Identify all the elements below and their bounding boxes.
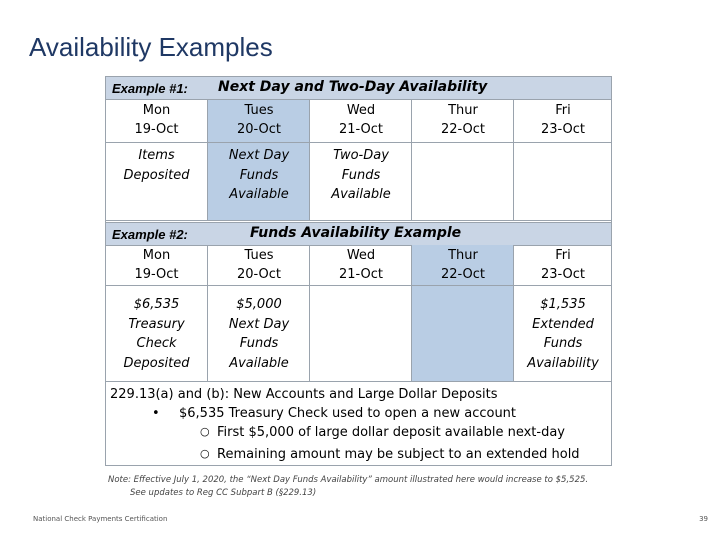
day-column-wed	[309, 100, 412, 220]
cell-text: Available	[331, 187, 391, 202]
cell-text: Funds	[239, 167, 279, 183]
day-label: Tues	[244, 248, 274, 263]
cell-text: Next Day	[228, 148, 290, 163]
example1-table	[106, 100, 611, 220]
cell-text: $1,535	[540, 297, 586, 312]
example1-label: Example #1:	[112, 81, 188, 96]
rule-sub1: First $5,000 of large dollar deposit available next-day	[217, 425, 566, 440]
cell-text: $6,535	[133, 297, 180, 312]
day-label: Fri	[555, 103, 571, 118]
date-label: 21-Oct	[338, 122, 384, 137]
date-label: 22-Oct	[440, 267, 486, 282]
day-column-thur	[411, 100, 514, 220]
day-column-tues	[207, 100, 310, 220]
day-column-fri	[513, 245, 612, 381]
footnote	[108, 474, 588, 500]
examples-panel	[105, 76, 612, 466]
day-label: Tues	[244, 103, 274, 118]
cell-text: Deposited	[123, 355, 190, 371]
day-column-wed	[309, 245, 412, 381]
day-label: Mon	[142, 103, 171, 118]
date-label: 23-Oct	[540, 122, 586, 137]
page-number: 39	[699, 515, 708, 523]
cell-text: Next Day	[228, 316, 290, 332]
day-column-thur	[411, 245, 514, 381]
cell-text: Funds	[341, 167, 381, 183]
date-label: 22-Oct	[440, 122, 486, 137]
footnote-line2: See updates to Reg CC Subpart B (§229.13)	[130, 488, 317, 498]
example2-table	[106, 245, 611, 381]
cell-text: Two-Day	[333, 148, 389, 163]
footer-text: National Check Payments Certification	[33, 515, 168, 523]
date-label: 21-Oct	[338, 267, 384, 282]
cell-text: $5,000	[236, 297, 282, 312]
rule-sub2: Remaining amount may be subject to an extended hold	[217, 447, 580, 462]
date-label: 19-Oct	[134, 122, 179, 137]
day-label: Thur	[448, 248, 478, 263]
day-label: Wed	[346, 103, 376, 118]
circle-bullet-icon: ○	[200, 425, 210, 438]
cell-text: Extended	[532, 316, 594, 332]
cell-text: Available	[229, 187, 289, 202]
day-column-mon	[106, 245, 207, 381]
date-label: 20-Oct	[236, 267, 282, 282]
date-label: 23-Oct	[540, 267, 586, 282]
cell-text: Items	[138, 148, 175, 163]
day-label: Fri	[555, 248, 571, 263]
day-label: Wed	[346, 248, 376, 263]
day-label: Mon	[142, 248, 171, 263]
example2-label: Example #2:	[112, 227, 188, 242]
date-label: 20-Oct	[236, 122, 282, 137]
footnote-line1: Note: Effective July 1, 2020, the “Next Day Funds Availability” amount illustrated here would increase to $5,525.	[108, 475, 589, 485]
day-label: Thur	[448, 103, 478, 118]
cell-text: Funds	[239, 336, 279, 351]
circle-bullet-icon: ○	[200, 447, 210, 460]
cell-text: Availability	[527, 355, 599, 371]
example1-header	[106, 77, 611, 100]
rule-bullet: $6,535 Treasury Check used to open a new account	[179, 406, 517, 421]
cell-text: Check	[136, 336, 177, 351]
day-column-fri	[513, 100, 612, 220]
date-label: 19-Oct	[134, 267, 179, 282]
rule-bullet-dot: •	[152, 406, 160, 421]
slide-title: Availability Examples	[29, 32, 273, 62]
day-column-tues	[207, 245, 310, 381]
example1-heading: Next Day and Two-Day Availability	[218, 79, 488, 95]
rule-heading: 229.13(a) and (b): New Accounts and Large Dollar Deposits	[110, 387, 498, 402]
example2-header	[106, 222, 611, 246]
cell-text: Deposited	[123, 167, 190, 183]
cell-text: Treasury	[128, 316, 185, 332]
example2-heading: Funds Availability Example	[250, 225, 462, 241]
cell-text: Available	[229, 355, 289, 371]
cell-text: Funds	[543, 336, 583, 351]
day-column-mon	[106, 100, 207, 220]
